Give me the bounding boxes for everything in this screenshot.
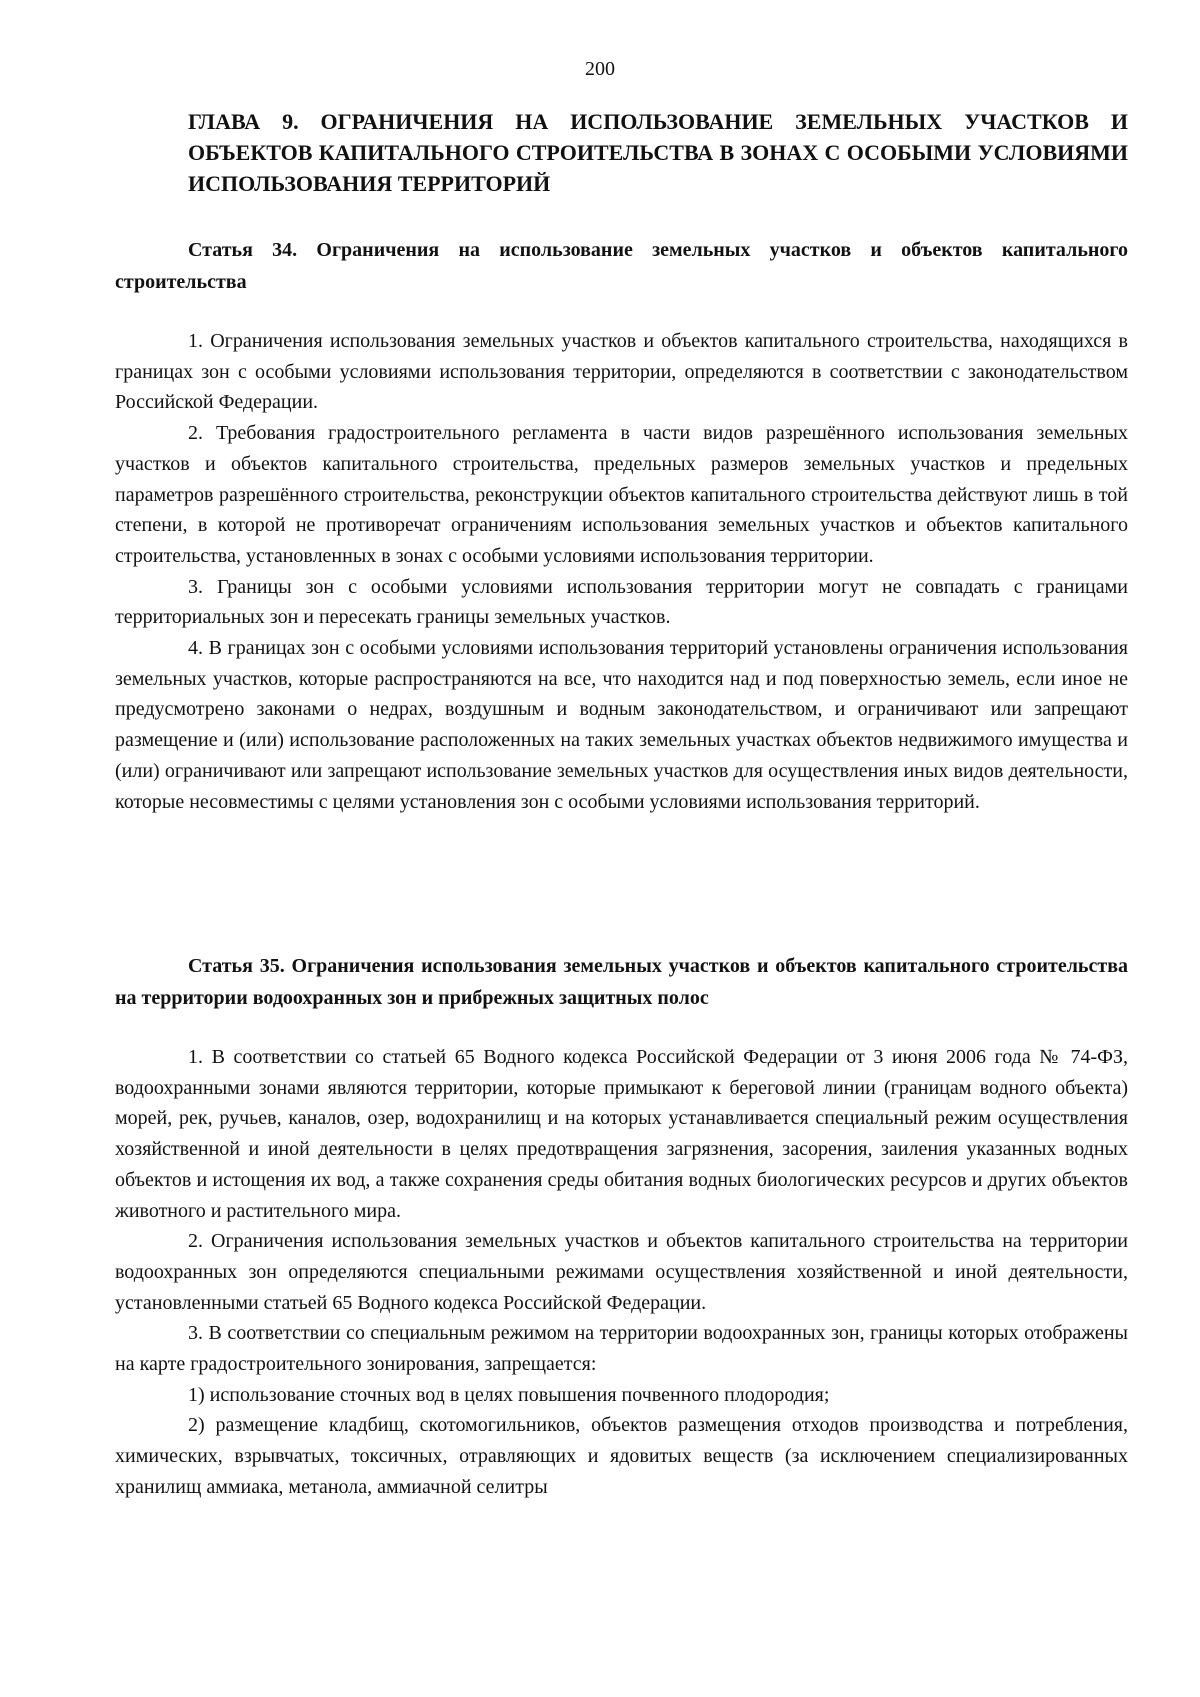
- article-35-title: Статья 35. Ограничения использования земельных участков и объектов капитального строительства на территории водоохранных зон и прибрежных защитных полос: [115, 955, 1128, 1009]
- paragraph: 4. В границах зон с особыми условиями использования территорий установлены ограничения использования земельных участков, которые распространяются на все, что находится над и под поверхностью земель, если иное не предусмотрено законами о недрах, воздушным и водным законодательством, и ограничивают или запрещают размещение и (или) использование расположенных на таких земельных участках объектов недвижимого имущества и (или) ограничивают или запрещают использование земельных участков для осуществления иных видов деятельности, которые несовместимы с целями установления зон с особыми условиями использования территорий.: [115, 637, 1128, 813]
- list-item: 1) использование сточных вод в целях повышения почвенного плодородия;: [188, 1383, 830, 1406]
- article-34-body: [115, 326, 1128, 817]
- paragraph: 3. В соответствии со специальным режимом на территории водоохранных зон, границы которых отображены на карте градостроительного зонирования, запрещается:: [115, 1322, 1128, 1376]
- paragraph: 2. Требования градостроительного регламента в части видов разрешённого использования земельных участков и объектов капитального строительства, предельных размеров земельных участков и предельных параметров разрешённого строительства, реконструкции объектов капитального строительства действуют лишь в той степени, в которой не противоречат ограничениям использования земельных участков и объектов капитального строительства, установленных в зонах с особыми условиями использования территории.: [115, 422, 1128, 567]
- article-35-body: [115, 1042, 1128, 1503]
- paragraph: 1. Ограничения использования земельных участков и объектов капитального строительства, находящихся в границах зон с особыми условиями использования территории, определяются в соответствии с законодательством Российской Федерации.: [115, 330, 1128, 414]
- page-number: 200: [585, 58, 615, 80]
- chapter-heading: ГЛАВА 9. ОГРАНИЧЕНИЯ НА ИСПОЛЬЗОВАНИЕ ЗЕМЕЛЬНЫХ УЧАСТКОВ И ОБЪЕКТОВ КАПИТАЛЬНОГО СТРОИТЕЛЬСТВА В ЗОНАХ С ОСОБЫМИ УСЛОВИЯМИ ИСПОЛЬЗОВАНИЯ ТЕРРИТОРИЙ: [188, 109, 1128, 196]
- paragraph: 2. Ограничения использования земельных участков и объектов капитального строительства на территории водоохранных зон определяются специальными режимами осуществления хозяйственной и иной деятельности, установленными статьей 65 Водного кодекса Российской Федерации.: [115, 1230, 1128, 1314]
- article-34-title: Статья 34. Ограничения на использование земельных участков и объектов капитального строительства: [115, 239, 1128, 293]
- list-item: 2) размещение кладбищ, скотомогильников, объектов размещения отходов производства и потребления, химических, взрывчатых, токсичных, отравляющих и ядовитых веществ (за исключением специализированных хранилищ аммиака, метанола, аммиачной селитры: [115, 1414, 1128, 1498]
- paragraph: 3. Границы зон с особыми условиями использования территории могут не совпадать с границами территориальных зон и пересекать границы земельных участков.: [115, 575, 1128, 629]
- paragraph: 1. В соответствии со статьей 65 Водного кодекса Российской Федерации от 3 июня 2006 года № 74-ФЗ, водоохранными зонами являются территории, которые примыкают к береговой линии (границам водного объекта) морей, рек, ручьев, каналов, озер, водохранилищ и на которых устанавливается специальный режим осуществления хозяйственной и иной деятельности в целях предотвращения загрязнения, засорения, заиления указанных водных объектов и истощения их вод, а также сохранения среды обитания водных биологических ресурсов и других объектов животного и растительного мира.: [115, 1046, 1128, 1222]
